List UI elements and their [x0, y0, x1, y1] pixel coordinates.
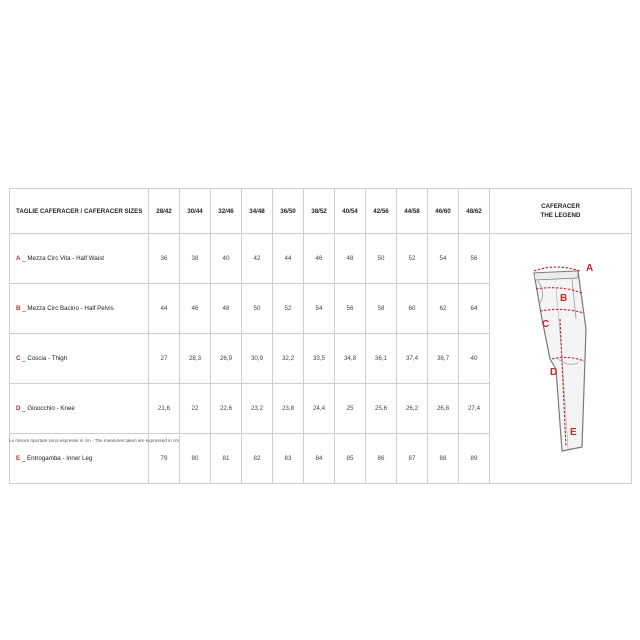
table-cell: 36,1 [366, 334, 397, 384]
table-cell: 86 [366, 434, 397, 484]
table-cell: 26,8 [428, 384, 459, 434]
table-cell: 64 [459, 284, 490, 334]
row-label-text: Ginocchio - Knee [27, 405, 75, 412]
table-cell: 52 [397, 234, 428, 284]
marker-d: D [549, 366, 557, 378]
row-letter: B [16, 305, 21, 312]
measurement-footnote: Le misure riportate sono espresse in cm - The measures taken are expressed in cm [9, 438, 180, 443]
table-cell: 34,8 [335, 334, 366, 384]
table-cell: 25,6 [366, 384, 397, 434]
table-cell: 32,2 [273, 334, 304, 384]
legend-title [490, 189, 632, 234]
row-label-text: Entrogamba - Inner Leg [27, 455, 93, 462]
row-separator: _ [20, 255, 28, 262]
table-cell: 79 [149, 434, 180, 484]
table-cell: 84 [304, 434, 335, 484]
row-letter: A [16, 255, 21, 262]
size-header: 36/50 [273, 189, 304, 234]
table-cell: 33,5 [304, 334, 335, 384]
table-cell: 21,6 [149, 384, 180, 434]
table-cell: 82 [242, 434, 273, 484]
marker-c: C [541, 318, 549, 330]
row-separator: _ [20, 405, 28, 412]
table-cell: 52 [273, 284, 304, 334]
row-letter: D [16, 405, 21, 412]
size-header: 38/52 [304, 189, 335, 234]
table-cell: 22 [180, 384, 211, 434]
row-letter: E [16, 455, 21, 462]
table-cell: 80 [180, 434, 211, 484]
table-cell: 26,9 [211, 334, 242, 384]
row-label [10, 384, 149, 434]
table-cell: 46 [180, 284, 211, 334]
marker-e: E [569, 426, 577, 438]
row-label [10, 234, 149, 284]
header-row [10, 189, 632, 234]
row-label [10, 284, 149, 334]
row-label-text: Mezza Circ Vita - Half Waist [27, 255, 105, 262]
marker-b: B [559, 292, 567, 304]
table-cell: 28,3 [180, 334, 211, 384]
legend-title-line2: THE LEGEND [540, 212, 581, 219]
table-cell: 85 [335, 434, 366, 484]
table-cell: 89 [459, 434, 490, 484]
table-cell: 40 [459, 334, 490, 384]
table-row [10, 234, 632, 284]
row-label-text: Coscia - Thigh [27, 355, 68, 362]
pants-legend-diagram [490, 234, 632, 484]
table-cell: 50 [366, 234, 397, 284]
size-header: 48/62 [459, 189, 490, 234]
table-cell: 56 [335, 284, 366, 334]
table-cell: 83 [273, 434, 304, 484]
row-separator: _ [20, 455, 28, 462]
table-cell: 27 [149, 334, 180, 384]
table-cell: 88 [428, 434, 459, 484]
table-cell: 44 [149, 284, 180, 334]
table-cell: 60 [397, 284, 428, 334]
marker-a: A [585, 262, 593, 274]
table-cell: 24,4 [304, 384, 335, 434]
size-header: 42/56 [366, 189, 397, 234]
table-cell: 23,2 [242, 384, 273, 434]
table-cell: 42 [242, 234, 273, 284]
table-cell: 62 [428, 284, 459, 334]
legend-title-line1: CAFERACER [541, 203, 580, 210]
table-cell: 54 [428, 234, 459, 284]
row-letter: C [16, 355, 21, 362]
table-title: TAGLIE CAFERACER / CAFERACER SIZES [10, 189, 149, 234]
table-cell: 56 [459, 234, 490, 284]
size-header: 40/54 [335, 189, 366, 234]
size-header: 28/42 [149, 189, 180, 234]
table-cell: 50 [242, 284, 273, 334]
table-cell: 30,9 [242, 334, 273, 384]
table-cell: 44 [273, 234, 304, 284]
table-cell: 27,4 [459, 384, 490, 434]
table-cell: 40 [211, 234, 242, 284]
table-cell: 38,7 [428, 334, 459, 384]
table-cell: 46 [304, 234, 335, 284]
pants-illustration [516, 259, 606, 459]
size-header: 32/46 [211, 189, 242, 234]
table-cell: 58 [366, 284, 397, 334]
waistband-line [534, 271, 578, 280]
table-cell: 87 [397, 434, 428, 484]
table-cell: 22,6 [211, 384, 242, 434]
size-header: 30/44 [180, 189, 211, 234]
measure-a-line [534, 267, 580, 271]
table-cell: 48 [335, 234, 366, 284]
size-header: 34/48 [242, 189, 273, 234]
table-cell: 23,8 [273, 384, 304, 434]
row-separator: _ [20, 305, 28, 312]
row-separator: _ [20, 355, 28, 362]
row-label-text: Mezza Circ Bacino - Half Pelvis [27, 305, 114, 312]
table-cell: 37,4 [397, 334, 428, 384]
table-cell: 36 [149, 234, 180, 284]
row-label [10, 334, 149, 384]
size-header: 46/60 [428, 189, 459, 234]
table-cell: 48 [211, 284, 242, 334]
table-cell: 26,2 [397, 384, 428, 434]
table-cell: 54 [304, 284, 335, 334]
size-header: 44/58 [397, 189, 428, 234]
table-cell: 25 [335, 384, 366, 434]
table-cell: 81 [211, 434, 242, 484]
table-cell: 38 [180, 234, 211, 284]
